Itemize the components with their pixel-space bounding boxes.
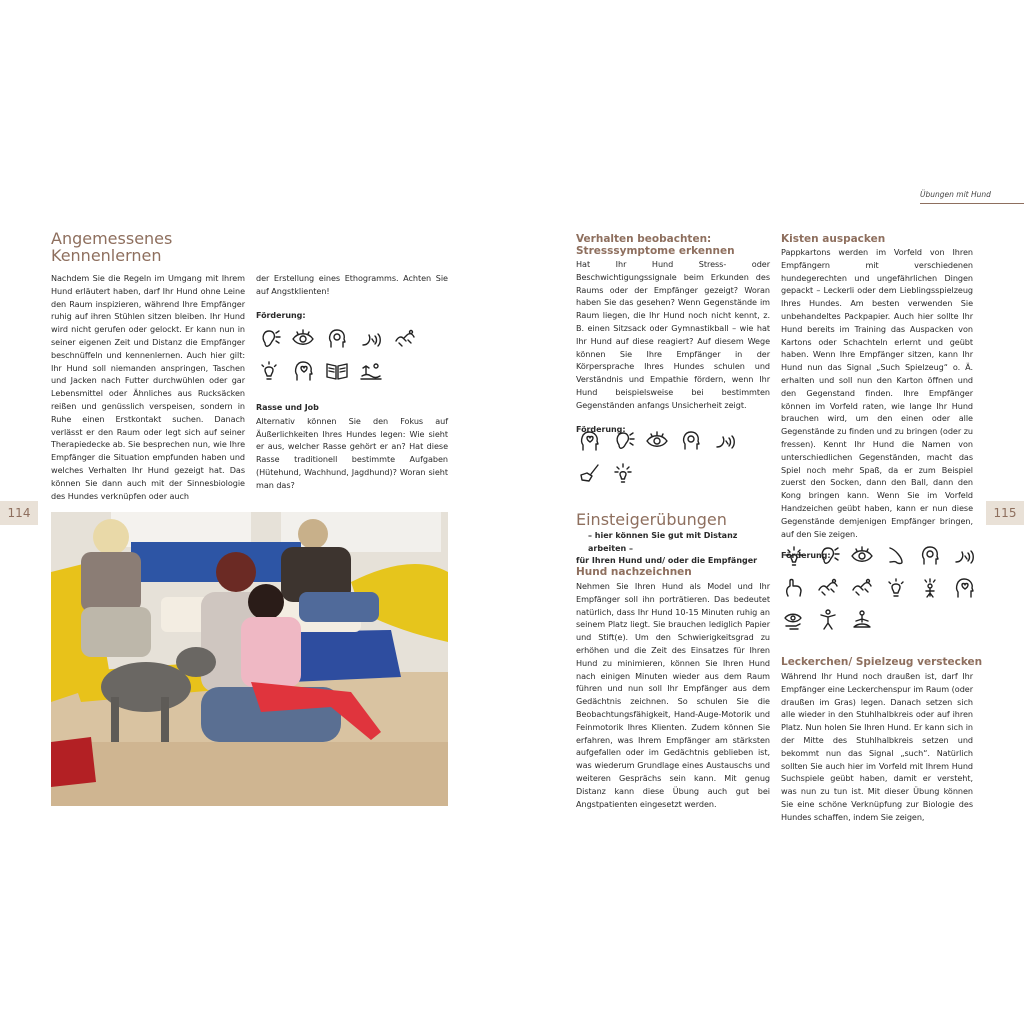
heart-head-icon bbox=[951, 575, 977, 601]
foerderung-label-verhalten: Förderung: bbox=[576, 424, 626, 434]
foerderung-label-kisten: Förderung: bbox=[781, 551, 831, 561]
head-gear-icon bbox=[324, 326, 350, 352]
eye-icon bbox=[290, 326, 316, 352]
meditate-icon bbox=[849, 607, 875, 633]
einsteiger-subtitle bbox=[576, 530, 770, 568]
text-column-kennenlernen bbox=[51, 272, 245, 502]
icon-row-verhalten bbox=[576, 428, 776, 492]
page-number-right: 115 bbox=[986, 501, 1024, 525]
photo-illustration bbox=[51, 512, 448, 806]
speech-icon bbox=[358, 326, 384, 352]
hands-icon bbox=[392, 326, 418, 352]
nose-icon bbox=[883, 543, 909, 569]
paragraph-verhalten: Hat Ihr Hund Stress- oder Beschwichtigungssignale beim Erkunden des Raums oder der Empfänger gezeigt? Woran haben Sie das gesehen? Wenn Gegenstände im Raum liegen, die Ihr Hund noch nicht kennt, z. B. einen Sitzsack oder Gymnastikball – wie hat Ihr Hund auf diese reagiert? Auf diesem Wege können Sie Ihre Empfänger in der Körpersprache Ihres Hundes schulen und Verständnis und Empathie fördern, wenn Ihr Hund beispielsweise bei bestimmten Gegenständen anfangs Unsicherheit zeigt. bbox=[576, 259, 770, 410]
lightbulb-icon bbox=[883, 575, 909, 601]
hand-eye-icon bbox=[781, 607, 807, 633]
landscape-icon bbox=[358, 358, 384, 384]
section-title-kennenlernen: Angemessenes Kennenlernen bbox=[51, 229, 173, 265]
section-title-einsteiger: Einsteigerübungen bbox=[576, 510, 727, 529]
icon-grid-kisten bbox=[781, 543, 986, 639]
heart-head-icon bbox=[290, 358, 316, 384]
text-column-verhalten bbox=[576, 258, 770, 436]
section-title-leckerchen: Leckerchen/ Spielzeug verstecken bbox=[781, 656, 983, 668]
section-title-verhalten: Verhalten beobachten: Stresssymptome erkennen bbox=[576, 233, 735, 257]
paragraph-kennenlernen: Nachdem Sie die Regeln im Umgang mit Ihrem Hund erläutert haben, darf Ihr Hund ohne Leine den Raum inspizieren, während Ihre Empfänger ruhig auf ihren Stühlen sitzen bleiben. Ihr Hund wird nicht gerufen oder gelockt. Er kann nun in seiner eigenen Zeit und Distanz die Empfänger beschnüffeln und kennenlernen. Auch hier gilt: Ihr Hund soll niemanden anspringen, Taschen und Jacken nach Futter durchwühlen oder gar Lebensmittel oder Ähnliches aus Rucksäcken reißen und genüsslich verspeisen, sondern in Ruhe einen Erstkontakt suchen. Danach verlässt er den Raum oder legt sich auf seiner Therapiedecke ab. Sie besprechen nun, wie Ihre Empfänger die Situation empfunden haben und welches Verhalten Ihr Hund gezeigt hat. Das können Sie dann auch mit der Sinnesbiologie des Hundes verknüpfen oder auch bbox=[51, 273, 245, 501]
einsteiger-subtitle-line1: – hier können Sie gut mit Distanz arbeiten – bbox=[588, 531, 738, 553]
paragraph-rasse: Alternativ können Sie den Fokus auf Äußerlichkeiten Ihres Hundes legen: Wie sieht er aus, welcher Rasse gehört er an? Hat diese Rasse traditionell bestimmte Aufgaben (Hütehund, Wachhund, Jagdhund)? Woran sieht man das? bbox=[256, 415, 448, 490]
foerderung-label-left: Förderung: bbox=[256, 310, 306, 320]
eye-icon bbox=[644, 428, 670, 454]
running-head: Übungen mit Hund bbox=[920, 190, 991, 199]
ear-icon bbox=[610, 428, 636, 454]
hand-touch-icon bbox=[781, 575, 807, 601]
section-title-hund-nachzeichnen: Hund nachzeichnen bbox=[576, 566, 692, 578]
text-column-kisten bbox=[781, 246, 973, 563]
lightbulb-icon bbox=[256, 358, 282, 384]
paragraph-leckerchen: Während Ihr Hund noch draußen ist, darf Ihr Empfänger eine Leckerchenspur im Raum (oder draußen im Gras) legen. Danach setzen sich alle wieder in den Stuhlhalbkreis oder auf ihren Platz. Nun holen Sie Ihren Hund. Er kann sich in der Mitte des Stuhlhalbkreis setzen und bekommt nun das Signal „such“. Natürlich sollten Sie auch hier im Vorfeld mit Ihrem Hund Suchspiele geübt haben, damit er versteht, was nun zu tun ist. Mit dieser Übung können Sie eine schöne Verknüpfung zur Biologie des Hundes schaffen, indem Sie zeigen, bbox=[781, 671, 973, 822]
ear-icon bbox=[815, 543, 841, 569]
head-gear-icon bbox=[917, 543, 943, 569]
book-icon bbox=[324, 358, 350, 384]
rasse-heading: Rasse und Job bbox=[256, 403, 319, 412]
paragraph-kisten: Pappkartons werden im Vorfeld von Ihren Empfängern mit verschiedenen hundegerechten und ungefährlichen Dingen gepackt – Leckerli oder dem Lieblingsspielzeug Ihres Hundes. Am besten verwenden Sie unbehandeltes Packpapier. Auch hier sollte Ihr Hund bereits im Training das Auspacken von Kartons oder Schachteln erlernt und geübt haben. Wenn Ihre Empfänger sitzen, kann Ihr Hund nun das Signal „Such Spielzeug“ o. Ä. erhalten und soll nun den Karton öffnen und den Gegenstand finden. Ihre Empfänger können im Vorfeld raten, wie lange Ihr Hund brauchen wird, um den einen oder alle Gegenstände zu finden und zu bringen (oder zu fressen). Kennt Ihr Hund die Namen von unterschiedlichen Gegenständen, macht das Spiel noch mehr Spaß, da er zum Beispiel zuerst den Socken, dann den Ball, dann den Kong bringen kann. Wenn Sie im Vorfeld Handzeichen geübt haben, kann er nun diese Gegenstände demjenigen Empfänger bringen, auf den Sie zeigen. bbox=[781, 247, 973, 539]
einsteiger-subtitle-line2: für Ihren Hund und/ oder die Empfänger bbox=[576, 556, 758, 565]
section-title-kisten: Kisten auspacken bbox=[781, 233, 886, 245]
hand-pen-icon bbox=[576, 460, 602, 486]
paragraph-ethogramm: der Erstellung eines Ethogramms. Achten Sie auf Angstklienten! bbox=[256, 273, 448, 296]
eye-icon bbox=[849, 543, 875, 569]
sparkle-bulb-icon bbox=[781, 543, 807, 569]
speech-icon bbox=[951, 543, 977, 569]
speech-icon bbox=[712, 428, 738, 454]
person-jump-icon bbox=[815, 607, 841, 633]
icon-row-left bbox=[256, 326, 456, 390]
sparkle-bulb-icon bbox=[610, 460, 636, 486]
paragraph-hund: Nehmen Sie Ihren Hund als Model und Ihr Empfänger soll ihn porträtieren. Das bedeutet natürlich, dass Ihr Hund 10-15 Minuten ruhig an seinem Platz liegt. Sie brauchen lediglich Papier und Stift(e). Um den Schwierigkeitsgrad zu erhöhen und die Zeit des Einsatzes für Ihren Hund zu minimieren, können Sie Ihren Hund nach einigen Minuten wieder aus dem Raum führen und nun soll Ihr Empfänger aus dem Gedächtnis zeichnen. So schulen Sie die Beobachtungsfähigkeit, Hand-Auge-Motorik und Feinmotorik Ihres Klienten. Zudem können Sie erfahren, was Ihrem Empfänger am stärksten aufgefallen oder im Gedächtnis geblieben ist, was wiederum Grundlage eines Austauschs und weiteren Gesprächs sein kann. Mit genug Distanz kann diese Übung auch gut bei Angstpatienten eingesetzt werden. bbox=[576, 581, 770, 809]
hands-icon bbox=[849, 575, 875, 601]
text-column-left-2 bbox=[256, 272, 448, 322]
heart-head-icon bbox=[576, 428, 602, 454]
therapy-session-photo bbox=[51, 512, 448, 806]
running-head-rule bbox=[920, 203, 1024, 204]
text-column-leckerchen bbox=[781, 670, 973, 824]
page-number-left: 114 bbox=[0, 501, 38, 525]
hands-icon bbox=[815, 575, 841, 601]
ear-icon bbox=[256, 326, 282, 352]
person-idea-icon bbox=[917, 575, 943, 601]
text-column-rasse bbox=[256, 402, 448, 492]
text-column-hund bbox=[576, 580, 770, 810]
head-gear-icon bbox=[678, 428, 704, 454]
